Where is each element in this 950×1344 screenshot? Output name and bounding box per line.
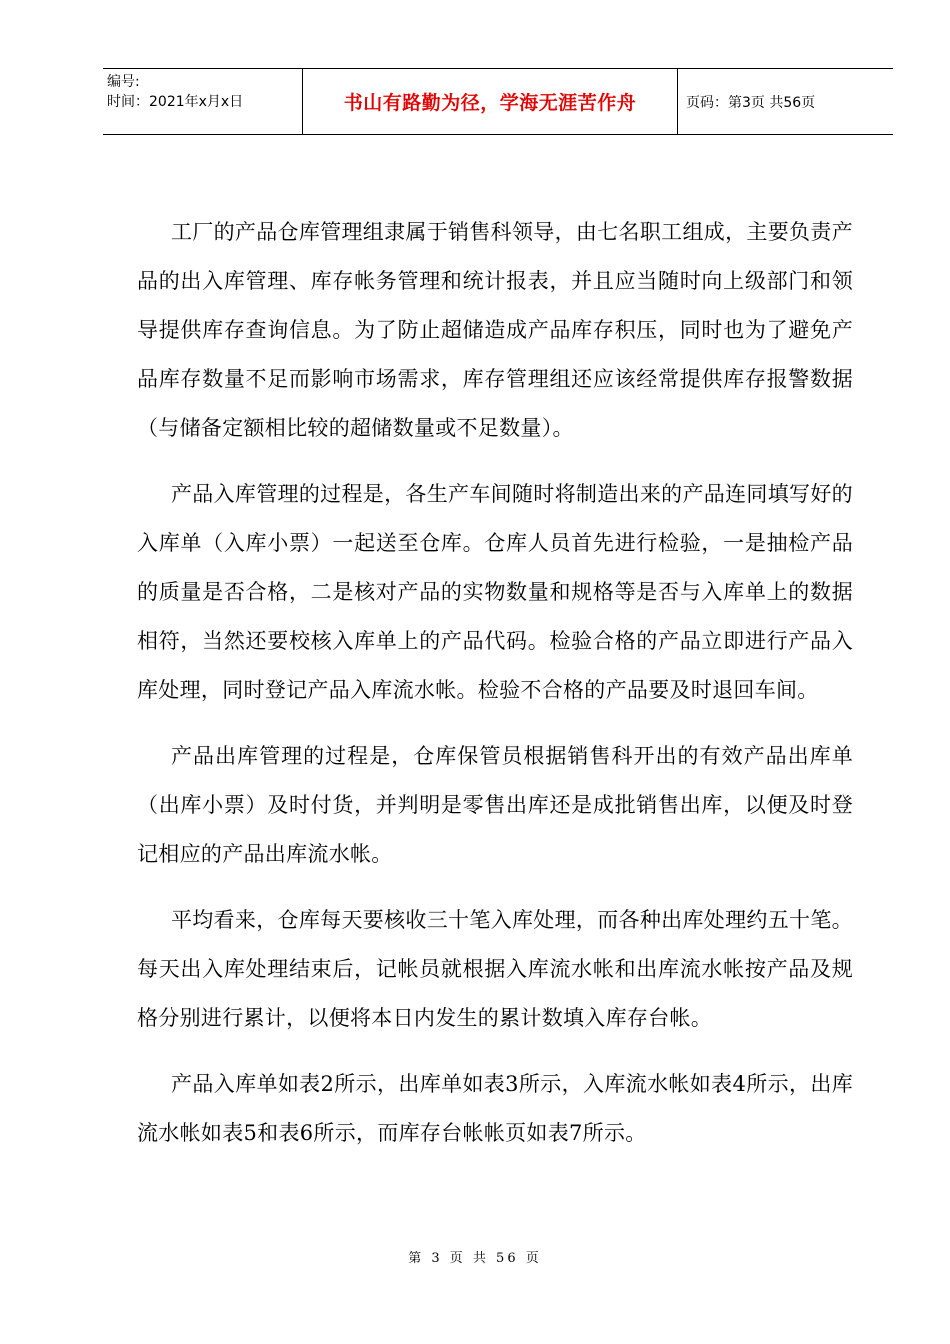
- header-meta: [103, 69, 303, 134]
- document-number-label: 编号:: [107, 74, 140, 90]
- paragraph-1: 工厂的产品仓库管理组隶属于销售科领导，由七名职工组成，主要负责产品的出入库管理、库存帐务管理和统计报表，并且应当随时向上级部门和领导提供库存查询信息。为了防止超储造成产品库存积压，同时也为了避免产品库存数量不足而影响市场需求，库存管理组还应该经常提供库存报警数据（与储备定额相比较的超储数量或不足数量）。: [137, 220, 853, 440]
- paragraph-5: 产品入库单如表2所示，出库单如表3所示，入库流水帐如表4所示，出库流水帐如表5和表6所示，而库存台帐帐页如表7所示。: [137, 1072, 853, 1145]
- page-header: [103, 68, 893, 135]
- document-body: [137, 208, 853, 1175]
- paragraph-2: 产品入库管理的过程是，各生产车间随时将制造出来的产品连同填写好的入库单（入库小票）一起送至仓库。仓库人员首先进行检验，一是抽检产品的质量是否合格，二是核对产品的实物数量和规格等是否与入库单上的数据相符，当然还要校核入库单上的产品代码。检验合格的产品立即进行产品入库处理，同时登记产品入库流水帐。检验不合格的产品要及时退回车间。: [137, 482, 853, 702]
- paragraph-3: 产品出库管理的过程是，仓库保管员根据销售科开出的有效产品出库单（出库小票）及时付货，并判明是零售出库还是成批销售出库，以便及时登记相应的产品出库流水帐。: [137, 744, 853, 866]
- header-page-info: 页码：第3页 共56页: [686, 94, 816, 111]
- header-motto: 书山有路勤为径，学海无涯苦作舟: [303, 69, 678, 134]
- paragraph-4: 平均看来，仓库每天要核收三十笔入库处理，而各种出库处理约五十笔。每天出入库处理结束后，记帐员就根据入库流水帐和出库流水帐按产品及规格分别进行累计，以便将本日内发生的累计数填入库存台帐。: [137, 908, 853, 1030]
- document-time: 时间：2021年x月x日: [107, 94, 244, 110]
- page-footer: 第 3 页 共 56 页: [408, 1251, 542, 1266]
